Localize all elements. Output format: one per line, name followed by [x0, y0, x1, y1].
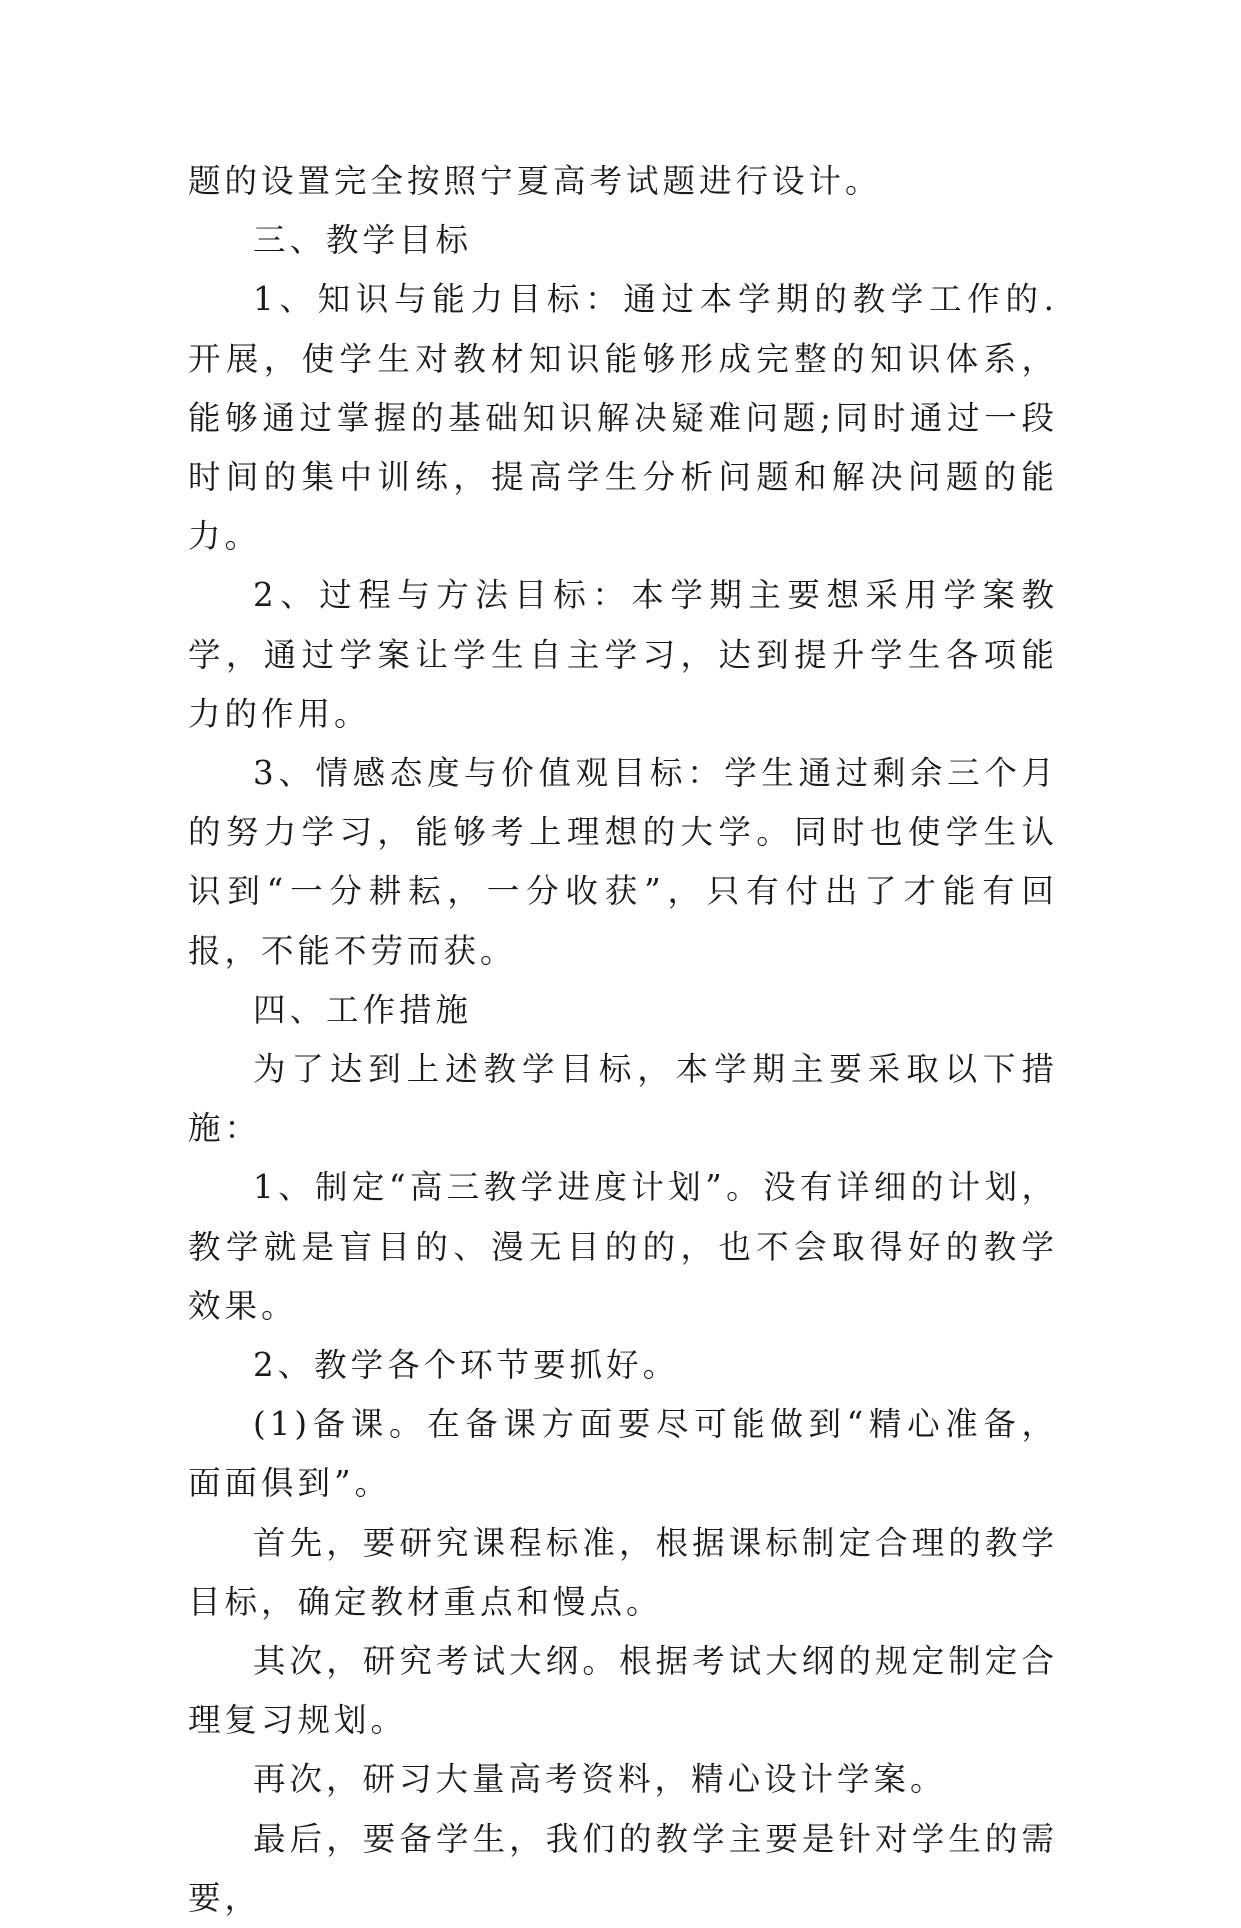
paragraph: 首先，要研究课程标准，根据课标制定合理的教学目标，确定教材重点和慢点。	[188, 1523, 1058, 1621]
paragraph: 2、教学各个环节要抓好。	[253, 1346, 680, 1385]
paragraph: 为了达到上述教学目标，本学期主要采取以下措施：	[188, 1050, 1058, 1148]
paragraph: 1、知识与能力目标：通过本学期的教学工作的.开展，使学生对教材知识能够形成完整的知识体系，能够通过掌握的基础知识解决疑难问题;同时通过一段时间的集中训练，提高学生分析问题和解决问题的能力。	[188, 280, 1058, 556]
section-heading: 四、工作措施	[253, 990, 473, 1029]
paragraph: 其次，研究考试大纲。根据考试大纲的规定制定合理复习规划。	[188, 1642, 1058, 1740]
section-heading: 三、教学目标	[253, 221, 473, 260]
paragraph: 2、过程与方法目标：本学期主要想采用学案教学，通过学案让学生自主学习，达到提升学生各项能力的作用。	[188, 576, 1058, 733]
paragraph: 再次，研习大量高考资料，精心设计学案。	[253, 1760, 947, 1799]
paragraph: 1、制定“高三教学进度计划”。没有详细的计划，教学就是盲目的、漫无目的的，也不会取得好的教学效果。	[188, 1168, 1058, 1325]
paragraph: 题的设置完全按照宁夏高考试题进行设计。	[188, 162, 882, 200]
paragraph: 最后，要备学生，我们的教学主要是针对学生的需要，	[188, 1819, 1058, 1917]
paragraph: 3、情感态度与价值观目标：学生通过剩余三个月的努力学习，能够考上理想的大学。同时也使学生认识到“一分耕耘，一分收获”，只有付出了才能有回报，不能不劳而获。	[188, 754, 1058, 970]
document-body	[188, 152, 1058, 1928]
paragraph: (1)备课。在备课方面要尽可能做到“精心准备，面面俱到”。	[188, 1405, 1058, 1503]
